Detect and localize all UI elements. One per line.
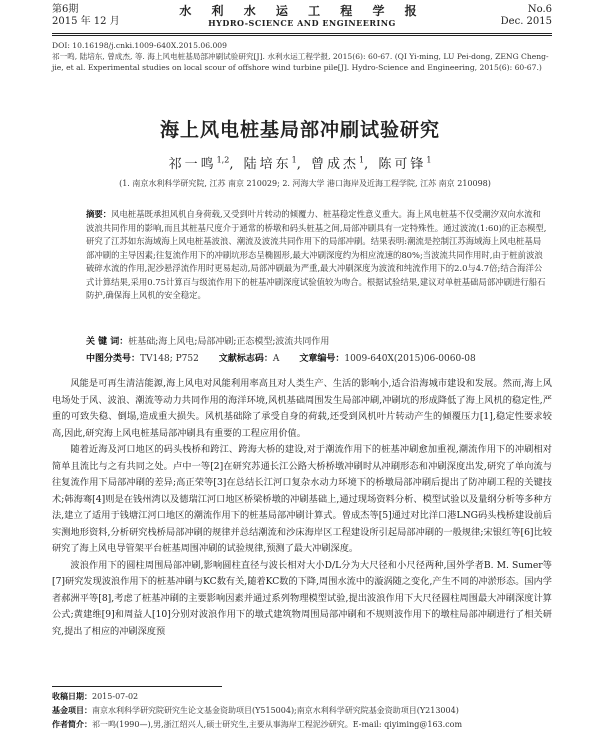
article-id-value: 1009-640X(2015)06-0060-08 [344,354,476,364]
author-bio-label: 作者简介： [52,720,92,729]
journal-title-en: HYDRO-SCIENCE AND ENGINEERING [208,18,396,28]
journal-header [52,4,552,32]
body-paragraph: 波浪作用下的圆柱周围局部冲刷,影响圆柱直径与波长相对大小D/L分为大尺径和小尺径两种,国外学者B. M. Sumer等[7]研究发现波浪作用下的桩基冲刷与KC数有关,随着KC数的下降,周围水流中的漩涡随之变化,产生不同的冲淤形态。国内学者郝洲平等[8],考虑了桩基冲刷的主要影响因素并通过系列物理模型试验,提出波浪作用下大尺径圆柱周围最大冲刷深度计算公式;黄建维[9]和周益人[10]分别对波浪作用下的墩式建筑物周围局部冲刷和不规则波作用下的墩柱局部冲刷进行了相关研究,提出了相应的冲刷深度预 [52,559,552,637]
abstract [86,208,548,303]
received-date [52,690,552,704]
citation-block [52,40,552,73]
issue-date-en: Dec. 2015 [500,16,552,27]
fund-info [52,704,552,718]
body-paragraph: 随着近海及河口地区的码头栈桥和跨江、跨海大桥的建设,对于潮流作用下的桩基冲刷愈加重视,潮流作用下的冲刷相对简单且流比与之有共同之处。卢中一等[2]在研究苏通长江公路大桥桥墩冲刷时从冲刷形态和冲刷深度出发,研究了单向流与往复流作用下局部冲刷的差异;高正荣等[3]在总结长江河口复杂水动力环境下的桥墩局部冲刷后提出了防冲刷工程的关键技术;韩海骞[4]则是在钱州湾以及德瑞江河口地区桥梁桥墩的冲刷基础上,通过现场资料分析、模型试验以及量纲分析等多种方法,建立了适用于钱塘江河口地区的潮流作用下的桩基局部冲刷计算式。曾成杰等[5]通过对比洋口港LNG码头栈桥建设前后实测地形资料,分析研究栈桥局部冲刷的规律并总结潮流和沙床海岸区工程建设所引起局部冲刷的一般规律;宋银红等[6]比较研究了海上风电导管架平台桩基周围冲刷的试验规律,预测了最大冲刷深度。 [52,444,552,554]
author-list: 祁一鸣$^{1,2}$, 陆培东$^1$, 曾成杰$^1$, 陈可锋$^1$ [168,155,432,172]
keywords-label: 关 键 词： [86,337,129,347]
doc-code-label: 文献标志码： [218,354,273,364]
author-bio-value: 祁一鸣(1990—),男,浙江绍兴人,硕士研究生,主要从事海岸工程泥沙研究。E-mail: qiyiming@163.com [92,720,463,729]
header-center [52,4,552,29]
journal-title-cn: 水 利 水 运 工 程 学 报 [179,4,425,18]
footnote-rule [52,686,222,687]
body-text [52,376,552,640]
issue-number-en: No.6 [527,4,552,15]
received-label: 收稿日期： [52,692,92,701]
fund-value: 南京水利科学研究院研究生论文基金资助项目(Y515004);南京水利科学研究院基金资助项目(Y213004) [92,706,459,715]
header-rule-thin [52,35,552,36]
doi: DOI: 10.16198/j.cnki.1009-640X.2015.06.009 [52,41,227,50]
author-name: 曾成杰 [310,157,359,172]
author-name: 陈可锋 [378,157,427,172]
received-value: 2015-07-02 [92,692,139,701]
classification-line [86,353,548,365]
abstract-text: 风电桩基既承担风机自身荷载,又受到叶片转动的倾覆力、桩基稳定性意义重大。海上风电桩基不仅受潮汐双向水流和波浪共同作用的影响,而且其桩基尺度介于通常的桥墩和码头桩基之间,局部冲刷具有一定特殊性。通过波流(1:60)的正态模型,研究了江苏如东海域海上风电桩基波浪、潮流及波流共同作用下的局部冲刷。结果表明:潮流是控制江苏海域海上风电桩基局部冲刷的主导因素;往复流作用下的冲刷坑形态呈椭圆形,最大冲刷深度约为相应流速的80%;当波流共同作用时,由于桩前波浪破碎水流的作用,泥沙悬浮流作用时更易起动,局部冲刷最为严重,最大冲刷深度为波流和纯流作用下的2.0与4.7倍;结合海洋公式计算结果,采用0.75计算百与级流作用下的桩基冲刷深度试验值较为吻合。根据试验结果,建议对单桩基础局部冲刷进行船石防护,确保海上风机的安全稳定。 [86,209,547,300]
clc-value: TV148; P752 [140,354,199,364]
header-rule [52,33,552,34]
affiliation: (1. 南京水利科学研究院, 江苏 南京 210029; 2. 河海大学 港口海岸及近海工程学院, 江苏 南京 210098) [119,179,491,188]
fund-label: 基金项目： [52,706,92,715]
author-affiliation-mark: 1 [426,155,432,165]
abstract-label: 摘要： [86,209,112,219]
keywords [86,336,548,348]
keywords-text: 桩基础;海上风电;局部冲刷;正态模型;波流共同作用 [128,337,330,347]
issue-number-cn: 第6期 [52,4,79,15]
author-name: 陆培东 [243,157,292,172]
issue-date-cn: 2015 年 12 月 [52,16,120,27]
author-name: 祁一鸣 [168,157,217,172]
citation: 祁一鸣, 陆培东, 曾成杰, 等. 海上风电桩基局部冲刷试验研究[J]. 水利水运工程学报, 2015(6): 60-67. (QI Yi-ming, LU Pei-dong, ZENG Cheng-jie, et al. Experimental studies on local scour of offshore wind turbine pile[J]. Hydro-Science and Engineering, 2015(6): 60-67.) [52,52,549,72]
header-right [501,4,552,28]
clc-label: 中图分类号： [86,354,141,364]
author-affiliation-mark: 1 [291,155,297,165]
author-affiliation-mark: 1,2 [216,155,230,165]
article-id-label: 文章编号： [299,354,345,364]
footnote [52,690,552,732]
author-affiliation-mark: 1 [358,155,365,165]
body-paragraph: 风能是可再生清洁能源,海上风电对风能利用率高且对人类生产、生活的影响小,适合沿海城市建设和发展。然而,海上风电场处于风、波浪、潮流等动力共同作用的海洋环境,风机基础周围发生局部冲刷,冲刷坑的形成降低了海上风机的稳定性,严重的可致失稳、倒塌,造成重大损失。风机基础除了承受自身的荷载,还受到风机叶片转动产生的倾覆压力[1],稳定性要求较高,因此,研究海上风电桩基局部冲刷具有重要的工程应用价值。 [52,378,552,439]
paper-title: 海上风电桩基局部冲刷试验研究 [159,119,440,141]
doc-code-value: A [272,354,280,364]
author-bio [52,718,552,732]
